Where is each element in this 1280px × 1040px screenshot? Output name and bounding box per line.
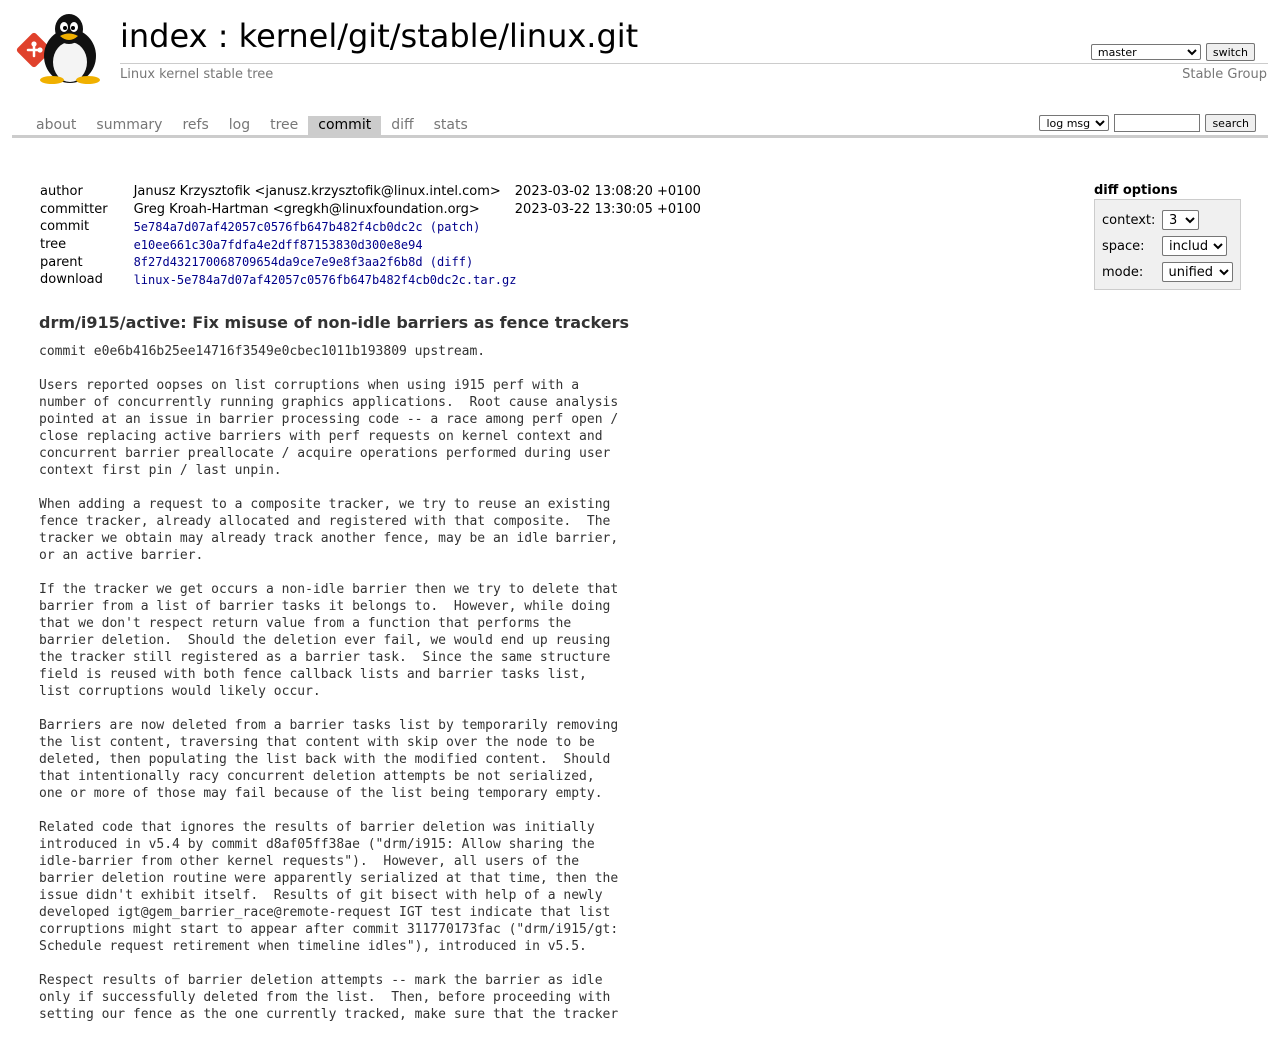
tab-diff[interactable]: diff <box>391 117 414 133</box>
tab-bar <box>12 116 1268 138</box>
context-option-row <box>1102 207 1233 233</box>
commit-label: commit <box>40 219 90 235</box>
author-row <box>36 183 705 201</box>
download-value <box>130 271 705 289</box>
author-date: 2023-03-02 13:08:20 +0100 <box>514 184 701 200</box>
committer-value: Greg Kroah-Hartman <gregkh@linuxfoundation.org> <box>133 201 480 217</box>
download-tarball-link[interactable]: linux-5e784a7d07af42057c0576fb647b482f4cb0dc2c.tar.gz <box>133 272 517 287</box>
parent-diff-link[interactable]: diff <box>437 255 466 270</box>
tree-label: tree <box>40 237 67 253</box>
mode-select[interactable] <box>1162 262 1233 282</box>
tree-hash-link[interactable]: e10ee661c30a7fdfa4e2dff87153830d300e8e94 <box>133 237 423 252</box>
mode-option-row <box>1102 259 1233 285</box>
committer-date: 2023-03-22 13:30:05 +0100 <box>514 201 701 217</box>
tree-row <box>36 236 705 254</box>
download-label: download <box>40 272 103 288</box>
repo-description: Linux kernel stable tree <box>120 67 274 82</box>
message-paragraph: Respect results of barrier deletion attempts -- mark the barrier as idle only if successfully deleted from the list. Then, before proceeding with setting our fence as the one currently tracked, make sure that the tracker <box>39 973 619 1022</box>
branch-select[interactable] <box>1091 44 1201 60</box>
search-form <box>1039 114 1256 132</box>
diff-options-box <box>1094 199 1241 290</box>
header-divider <box>120 63 1268 64</box>
patch-open-paren: ( <box>429 219 438 234</box>
parent-row <box>36 253 705 271</box>
space-label: space: <box>1102 238 1145 254</box>
message-paragraph: commit e0e6b416b25ee14716f3549e0cbec1011b193809 upstream. <box>39 344 486 359</box>
tab-summary[interactable]: summary <box>96 117 163 133</box>
message-paragraph: When adding a request to a composite tracker, we try to reuse an existing fence tracker, already allocated and registered with that composite. The tracker we obtain may already track another fence, may be an idle barrier, or an active barrier. <box>39 497 619 563</box>
logo[interactable] <box>14 12 110 84</box>
tree-value <box>130 236 705 254</box>
committer-label: committer <box>40 201 108 217</box>
tab-commit[interactable]: commit <box>308 116 381 135</box>
commit-row <box>36 218 705 236</box>
search-input[interactable] <box>1114 114 1200 132</box>
diff-options-panel <box>1094 183 1241 290</box>
parent-hash-link[interactable]: 8f27d432170068709654da9ce7e9e8f3aa2f6b8d <box>133 255 423 270</box>
tab-about[interactable]: about <box>36 117 77 133</box>
search-button[interactable]: search <box>1205 114 1256 132</box>
commit-info-table <box>36 183 705 289</box>
switch-button[interactable]: switch <box>1206 43 1255 61</box>
commit-value <box>130 218 705 236</box>
parent-value <box>130 253 705 271</box>
repo-path-link[interactable]: kernel/git/stable/linux.git <box>238 17 639 55</box>
message-paragraph: Related code that ignores the results of barrier deletion was initially introduced in v5.4 by commit d8af05ff38ae ("drm/i915: Allow sharing the idle-barrier from other kernel requests"). However, all users of the barrier deletion routine were apparently serialized at that time, then the issue didn't exhibit itself. Results of git bisect with help of a newly developed igt@gem_barrier_race@remote-request IGT test indicate that list corruptions might start to appear after commit 311770173fac ("drm/i915/gt: Schedule request retirement when timeline idles"), introduced in v5.5. <box>39 820 619 954</box>
tab-stats[interactable]: stats <box>433 117 468 133</box>
search-scope-select[interactable] <box>1039 115 1109 131</box>
parent-label: parent <box>40 254 83 270</box>
commit-subject: drm/i915/active: Fix misuse of non-idle barriers as fence trackers <box>39 313 629 332</box>
title-separator: : <box>217 17 229 55</box>
repo-title <box>120 14 638 58</box>
committer-row <box>36 201 705 219</box>
git-logo-icon <box>14 12 110 84</box>
tab-log[interactable]: log <box>228 117 251 133</box>
patch-link[interactable]: patch <box>437 219 474 234</box>
context-label: context: <box>1102 212 1156 228</box>
mode-label: mode: <box>1102 264 1144 280</box>
tux-penguin-icon <box>40 14 100 84</box>
space-option-row <box>1102 233 1233 259</box>
author-label: author <box>40 184 83 200</box>
tab-list <box>26 116 478 135</box>
commit-hash-link[interactable]: 5e784a7d07af42057c0576fb647b482f4cb0dc2c <box>133 219 423 234</box>
author-value: Janusz Krzysztofik <janusz.krzysztofik@linux.intel.com> <box>133 184 501 200</box>
message-paragraph: Users reported oopses on list corruptions when using i915 perf with a number of concurrently running graphics applications. Root cause analysis pointed at an issue in barrier processing code -- a race among perf open / close replacing active barriers with perf requests on kernel context and concurrent barrier preallocate / acquire operations performed during user context first pin / last unpin. <box>39 378 619 478</box>
diff-open-paren: ( <box>429 255 438 270</box>
patch-close-paren: ) <box>473 219 481 234</box>
index-link[interactable]: index <box>120 17 208 55</box>
space-select[interactable] <box>1162 236 1227 256</box>
context-select[interactable] <box>1162 210 1199 230</box>
diff-options-title: diff options <box>1094 183 1178 198</box>
commit-message <box>39 343 618 1040</box>
diff-close-paren: ) <box>465 255 474 270</box>
branch-switch-form <box>1091 43 1255 61</box>
message-paragraph: Barriers are now deleted from a barrier tasks list by temporarily removing the list content, traversing that content with skip over the node to be deleted, then populating the list back with the modified content. Should that intentionally racy concurrent deletion attempts be not serialized, one or more of those may fail because of the list being temporary empty. <box>39 718 619 801</box>
tab-refs[interactable]: refs <box>182 117 209 133</box>
repo-owner: Stable Group <box>1182 67 1267 82</box>
message-paragraph: If the tracker we get occurs a non-idle barrier then we try to delete that barrier from a list of barrier tasks it belongs to. However, while doing that we don't respect return value from a function that performs the barrier deletion. Should the deletion ever fail, we would end up reusing the tracker still registered as a barrier task. Since the same structure field is reused with both fence callback lists and barrier tasks list, list corruptions would likely occur. <box>39 582 619 699</box>
tab-tree[interactable]: tree <box>270 117 299 133</box>
download-row <box>36 271 705 289</box>
